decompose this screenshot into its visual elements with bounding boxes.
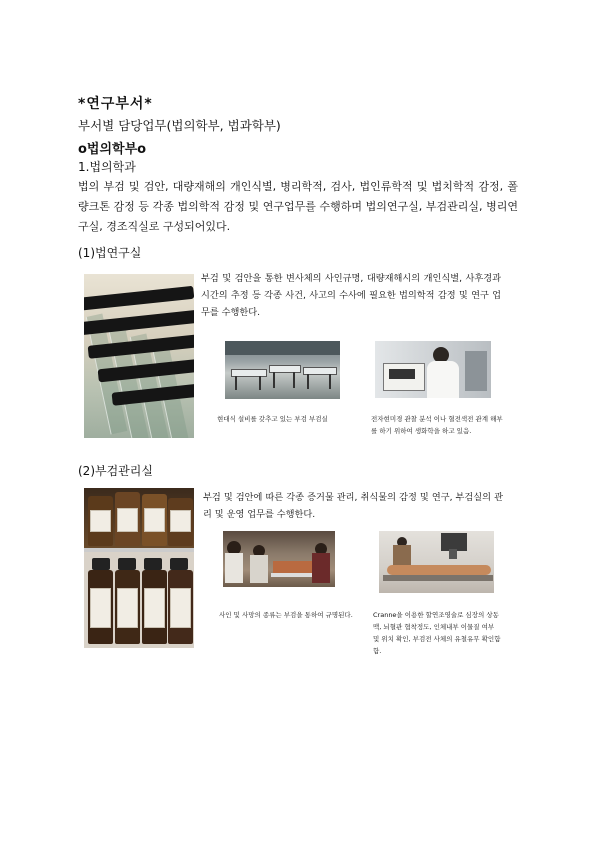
intro-paragraph: 법의 부검 및 검안, 대량재해의 개인식별, 병리학적, 검사, 법인류학적 및 법치학적 감정, 폴량크톤 감정 등 각종 법의학적 감정 및 연구업무를 수행하며 법의연구실, 부검관리실, 병리연구실, 경조직실로 구성되어있다. [78, 180, 518, 233]
section-1-caption-1: 현대식 설비를 갖추고 있는 부검 부검실 [217, 415, 328, 423]
page-subtitle: 부서별 담당업무(법의학부, 법과학부) [78, 118, 281, 133]
section-2-caption-2: Cranne을 이용한 할연조영술로 심장의 상동맥, 뇌혈관 협착정도, 인체내부 이물질 여부 및 위치 확인, 부검전 사체의 유철유무 확인함함. [373, 611, 501, 655]
lab-analysis-photo [375, 341, 491, 398]
autopsy-hall-photo [223, 531, 335, 587]
page-title: *연구부서* [78, 96, 153, 112]
test-tubes-photo [84, 274, 194, 438]
section-2-title: (2)부검관리실 [78, 464, 153, 478]
chemical-bottles-photo [84, 488, 194, 648]
department-heading: o법의학부o [78, 142, 147, 157]
section-1-description: 부검 및 검안을 통한 변사체의 사인규명, 대량재해시의 개인식별, 사후경과시간의 추정 등 각종 사건, 사고의 수사에 필요한 법의학적 감정 및 연구 업무를 수행한다. [201, 273, 501, 318]
division-heading: 1.법의학과 [78, 160, 136, 174]
section-1-title: (1)법연구실 [78, 246, 142, 260]
autopsy-room-photo [225, 341, 340, 399]
body-xray-photo [379, 531, 494, 593]
section-1-caption-2: 전자현미경 관찰 분석 이나 혈전색전 관계 해부를 하기 위하여 생화학을 하고 있음. [371, 415, 503, 435]
section-2-description: 부검 및 검안에 따른 각종 증거물 관리, 취식물의 감정 및 연구, 부검실의 관리 및 운영 업무를 수행한다. [203, 492, 503, 520]
section-2-caption-1: 사인 및 사망의 종류는 부검을 통하여 규명된다. [219, 611, 353, 619]
